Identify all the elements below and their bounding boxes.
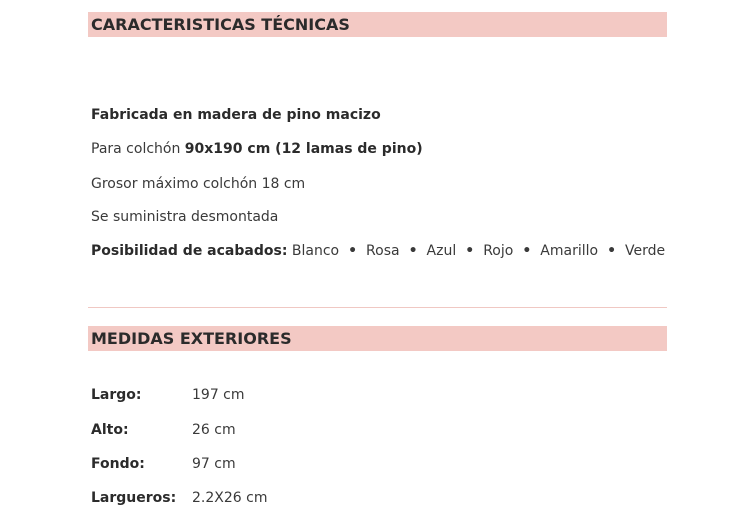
bullet-separator: • (522, 243, 532, 259)
finish-option: Verde (625, 243, 666, 259)
measure-value-largueros: 2.2X26 cm (192, 490, 268, 506)
feature-delivery: Se suministra desmontada (91, 209, 279, 225)
finish-option: Rosa (366, 243, 400, 259)
feature-material: Fabricada en madera de pino macizo (91, 107, 381, 123)
measure-label-alto: Alto: (91, 422, 129, 438)
measure-value-largo: 197 cm (192, 387, 245, 403)
bullet-separator: • (465, 243, 475, 259)
feature-max-thickness: Grosor máximo colchón 18 cm (91, 176, 306, 192)
measure-label-fondo: Fondo: (91, 456, 145, 472)
feature-mattress-size: 90x190 cm (12 lamas de pino) (184, 141, 423, 157)
feature-mattress-prefix: Para colchón (91, 141, 181, 157)
measure-value-alto: 26 cm (192, 422, 236, 438)
measure-value-fondo: 97 cm (192, 456, 236, 472)
feature-mattress (91, 140, 423, 158)
measure-label-largueros: Largueros: (91, 490, 177, 506)
bullet-separator: • (408, 243, 418, 259)
bullet-separator: • (348, 243, 358, 259)
bullet-separator: • (607, 243, 617, 259)
finishes-label: Posibilidad de acabados: (91, 243, 288, 259)
finish-option: Azul (426, 243, 457, 259)
finish-option: Amarillo (540, 243, 599, 259)
finish-option: Blanco (291, 243, 340, 259)
feature-finishes (91, 242, 665, 260)
section-title-measures: MEDIDAS EXTERIORES (91, 329, 292, 348)
finish-option: Rojo (483, 243, 514, 259)
section-divider (88, 307, 667, 308)
section-title-features: CARACTERISTICAS TÉCNICAS (91, 15, 350, 34)
measure-label-largo: Largo: (91, 387, 142, 403)
